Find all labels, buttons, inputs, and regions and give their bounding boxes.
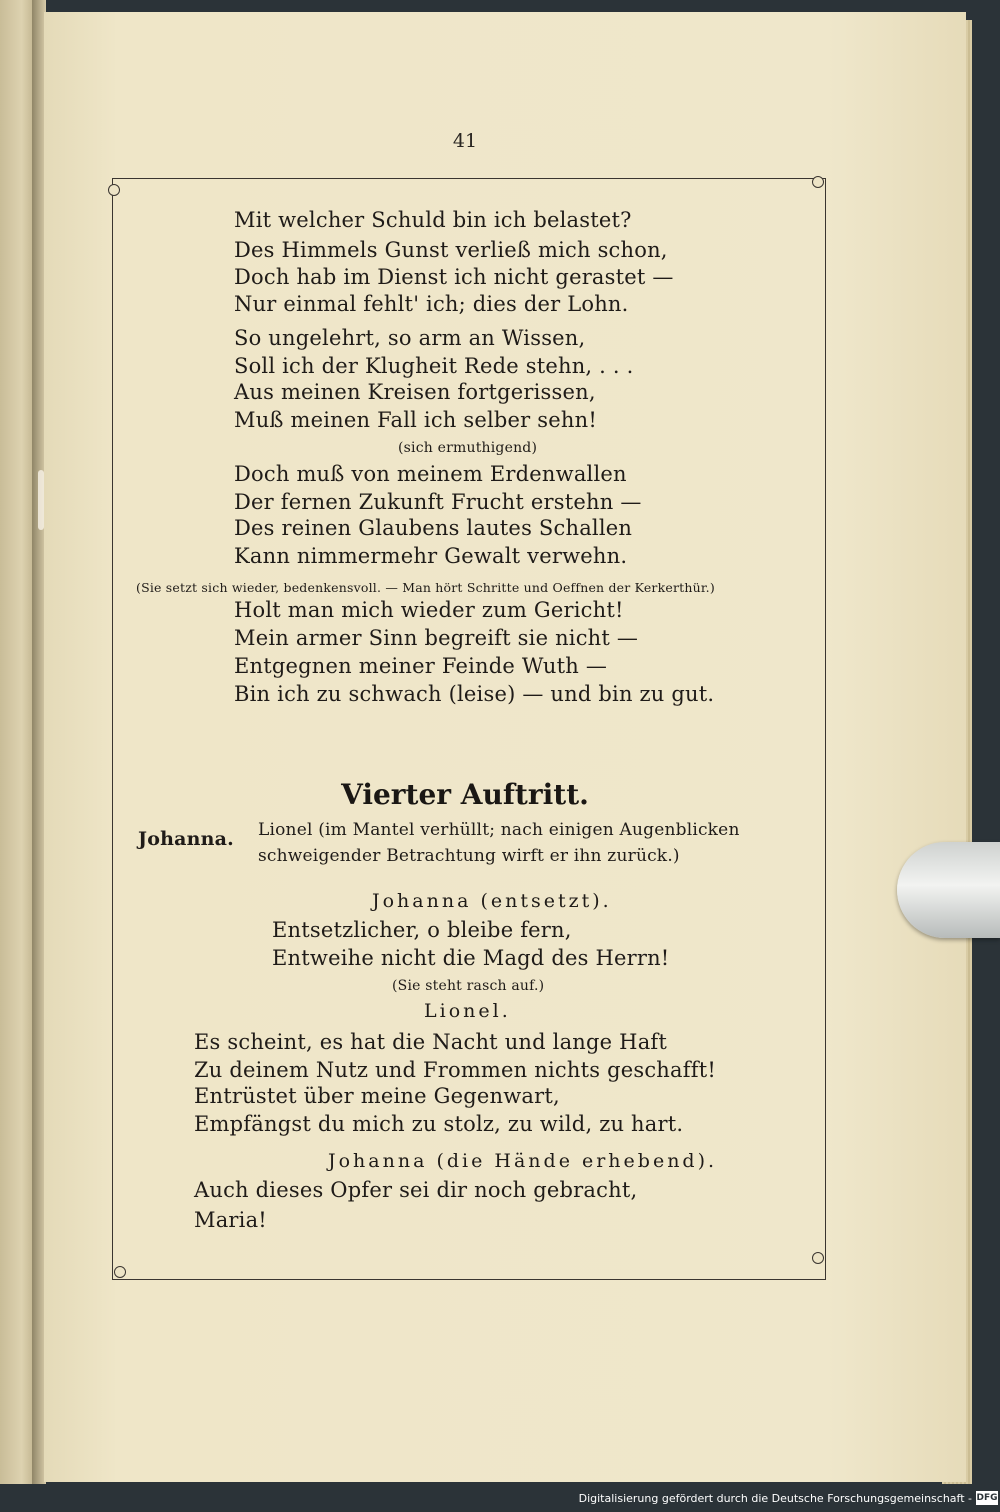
verse-line: Es scheint, es hat die Nacht und lange Haft <box>194 1030 668 1054</box>
verse-line: Entweihe nicht die Magd des Herrn! <box>272 946 670 970</box>
verse-line: Des reinen Glaubens lautes Schallen <box>234 516 633 540</box>
verse-line: Soll ich der Klugheit Rede stehn, . . . <box>234 354 634 378</box>
frame-corner-ornament <box>812 1252 824 1264</box>
verse-line: Muß meinen Fall ich selber sehn! <box>234 408 597 432</box>
page-clip-tab <box>897 842 1000 938</box>
binding-thread <box>38 470 44 530</box>
verse-line: Maria! <box>194 1208 267 1232</box>
verse-line: Kann nimmermehr Gewalt verwehn. <box>234 544 628 568</box>
verse-line: Der fernen Zukunft Frucht erstehn — <box>234 490 642 514</box>
verse-line: Nur einmal fehlt' ich; dies der Lohn. <box>234 292 629 316</box>
speaker-name: Johanna (entsetzt). <box>372 890 612 912</box>
cast-speaker: Johanna. <box>138 828 234 850</box>
verse-line: Doch hab im Dienst ich nicht gerastet — <box>234 265 674 289</box>
verse-line: Entsetzlicher, o bleibe fern, <box>272 918 572 942</box>
scene-heading: Vierter Auftritt. <box>341 778 589 811</box>
verse-line: Des Himmels Gunst verließ mich schon, <box>234 238 668 262</box>
verse-line: Mit welcher Schuld bin ich belastet? <box>234 208 632 232</box>
frame-corner-ornament <box>108 184 120 196</box>
verse-line: Zu deinem Nutz und Frommen nichts geschafft! <box>194 1058 716 1082</box>
verse-line: Holt man mich wieder zum Gericht! <box>234 598 624 622</box>
verse-line: Bin ich zu schwach (leise) — und bin zu gut. <box>234 682 715 706</box>
verse-line: Entgegnen meiner Feinde Wuth — <box>234 654 608 678</box>
verse-line: Auch dieses Opfer sei dir noch gebracht, <box>194 1178 638 1202</box>
frame-corner-ornament <box>114 1266 126 1278</box>
cast-direction: Lionel (im Mantel verhüllt; nach einigen Augenblicken <box>258 820 740 840</box>
stage-direction: (Sie steht rasch auf.) <box>392 978 545 994</box>
left-page-edge <box>0 0 36 1512</box>
dfg-logo-badge: DFG <box>976 1493 998 1503</box>
speaker-name: Lionel. <box>424 1000 511 1022</box>
verse-line: So ungelehrt, so arm an Wissen, <box>234 326 586 350</box>
stage-direction: (Sie setzt sich wieder, bedenkensvoll. — Man hört Schritte und Oeffnen der Kerkerthür.) <box>136 580 715 595</box>
verse-line: Entrüstet über meine Gegenwart, <box>194 1084 560 1108</box>
verse-line: Mein armer Sinn begreift sie nicht — <box>234 626 639 650</box>
frame-corner-ornament <box>812 176 824 188</box>
stage-direction: (sich ermuthigend) <box>398 440 538 456</box>
verse-line: Aus meinen Kreisen fortgerissen, <box>234 380 596 404</box>
cast-direction: schweigender Betrachtung wirft er ihn zurück.) <box>258 846 680 866</box>
verse-line: Doch muß von meinem Erdenwallen <box>234 462 627 486</box>
funding-credit: Digitalisierung gefördert durch die Deutsche Forschungsgemeinschaft - <box>578 1492 972 1505</box>
verse-line: Empfängst du mich zu stolz, zu wild, zu hart. <box>194 1112 684 1136</box>
speaker-name: Johanna (die Hände erhebend). <box>328 1150 718 1172</box>
page-number: 41 <box>452 130 478 152</box>
